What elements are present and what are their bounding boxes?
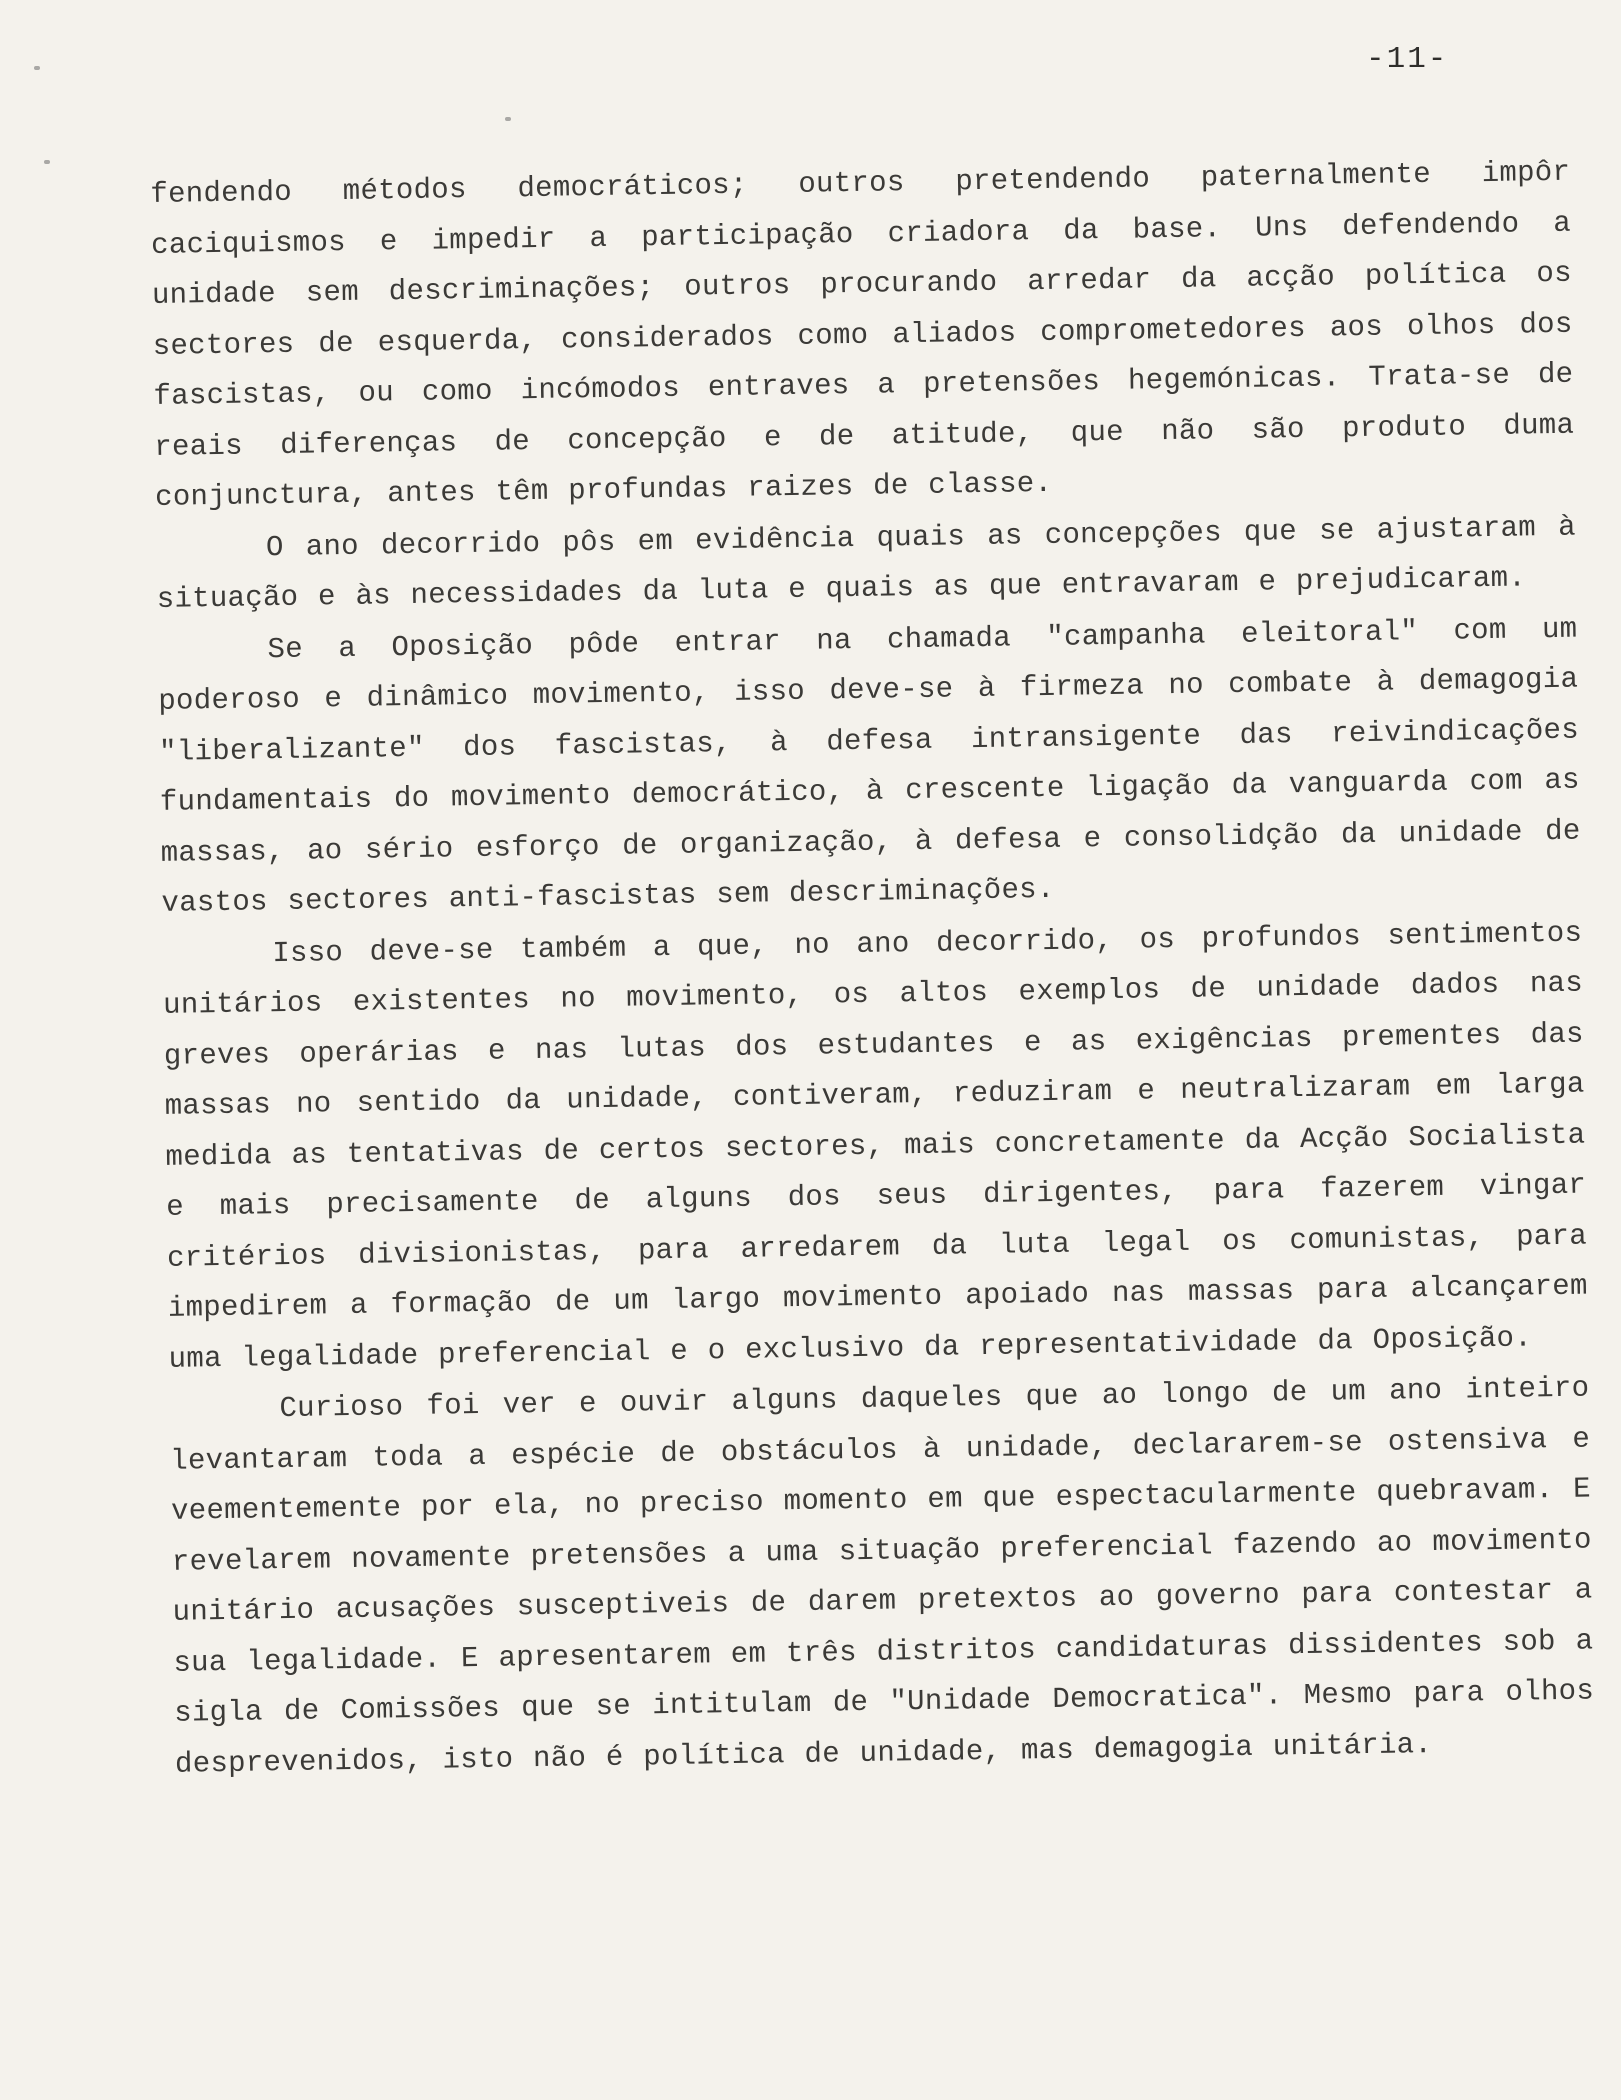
paragraph-1: fendendo métodos democráticos; outros pretendendo paternalmente impôr caciquismos e impedir a participação criadora da base. Uns defendendo a unidade sem descriminações; outros procurando arredar da acção política os sectores de esquerda, considerados como aliados comprometedores aos olhos dos fascistas, ou como incómodos entraves a pretensões hegemónicas. Trata-se de reais diferenças de concepção e de atitude, que não são produto duma conjunctura, antes têm profundas raizes de classe. bbox=[150, 155, 1575, 514]
paper-speck bbox=[44, 160, 50, 164]
document-body bbox=[150, 148, 1595, 1790]
page-number: -11- bbox=[1366, 42, 1449, 77]
paper-speck bbox=[34, 66, 40, 70]
paragraph-2: O ano decorrido pôs em evidência quais as concepções que se ajustaram à situação e às necessidades da luta e quais as que entravaram e prejudicaram. bbox=[156, 510, 1577, 616]
paper-speck bbox=[505, 117, 511, 121]
paragraph-3: Se a Oposição pôde entrar na chamada "campanha eleitoral" com um poderoso e dinâmico movimento, isso deve-se à firmeza no combate à demagogia "liberalizante" dos fascistas, à defesa intransigente das reivindicações fundamentais do movimento democrático, à crescente ligação da vanguarda com as massas, ao sério esforço de organização, à defesa e consolidção da unidade de vastos sectores anti-fascistas sem descriminações. bbox=[158, 612, 1581, 920]
paragraph-5: Curioso foi ver e ouvir alguns daqueles que ao longo de um ano inteiro levantaram toda a espécie de obstáculos à unidade, declararem-se ostensiva e veementemente por ela, no preciso momento em que espectacularmente quebravam. E revelarem novamente pretensões a uma situação preferencial fazendo ao movimento unitário acusações susceptiveis de darem pretextos ao governo para contestar a sua legalidade. E apresentarem em três distritos candidaturas dissidentes sob a sigla de Comissões que se intitulam de "Unidade Democratica". Mesmo para olhos desprevenidos, isto não é política de unidade, mas demagogia unitária. bbox=[170, 1371, 1595, 1781]
paragraph-4: Isso deve-se também a que, no ano decorrido, os profundos sentimentos unitários existentes no movimento, os altos exemplos de unidade dados nas greves operárias e nas lutas dos estudantes e as exigências prementes das massas no sentido da unidade, contiveram, reduziram e neutralizaram em larga medida as tentativas de certos sectores, mais concretamente da Acção Socialista e mais precisamente de alguns dos seus dirigentes, para fazerem vingar critérios divisionistas, para arredarem da luta legal os comunistas, para impedirem a formação de um largo movimento apoiado nas massas para alcançarem uma legalidade preferencial e o exclusivo da representatividade da Oposição. bbox=[162, 916, 1588, 1376]
